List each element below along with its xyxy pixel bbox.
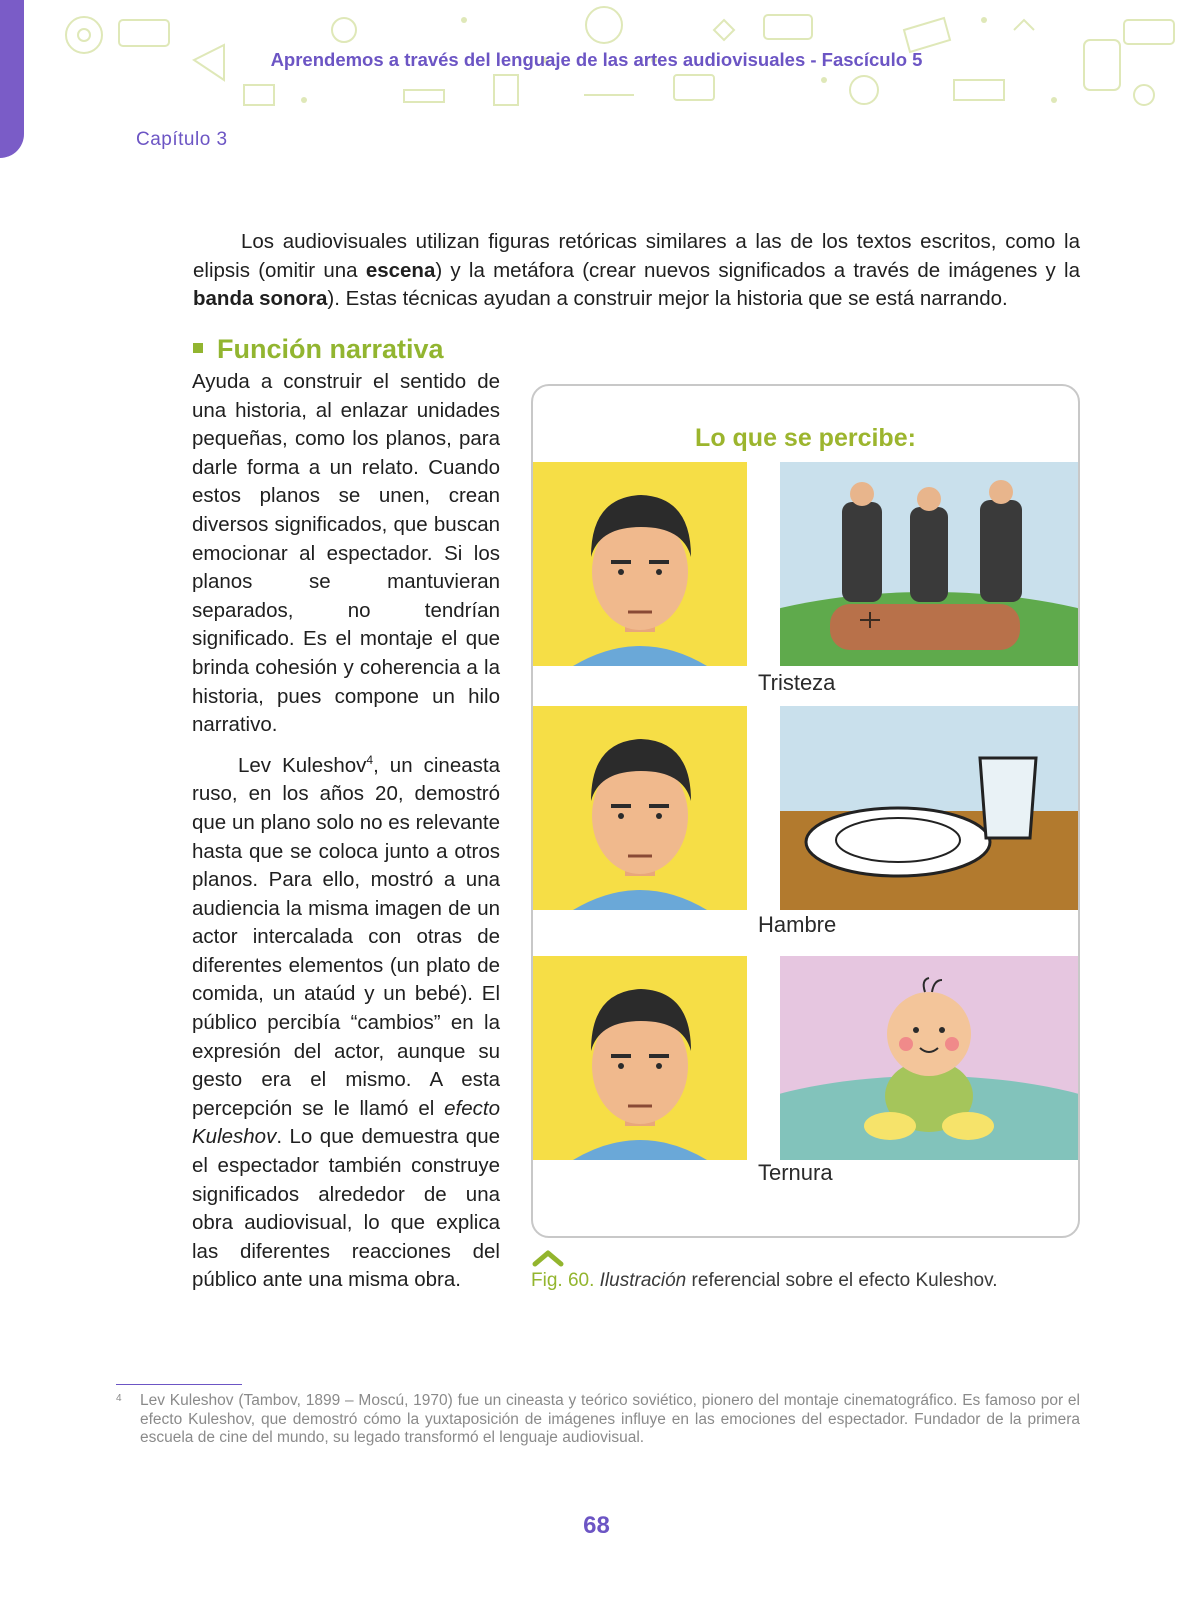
label-hunger: Hambre — [758, 912, 837, 937]
baby-scene-illustration — [780, 956, 1078, 1160]
page-number: 68 — [583, 1512, 610, 1539]
label-tenderness: Ternura — [758, 1160, 833, 1185]
footnote — [116, 1392, 1080, 1448]
coffin-scene-illustration — [780, 462, 1078, 666]
intro-paragraph: Los audiovisuales utilizan figuras retóricas similares a las de los textos escritos, como la elipsis (omitir una escena) y la metáfora (crear nuevos significados a través de imágenes y la banda sonora). Estas técnicas ayudan a construir mejor la historia que se está narrando. — [193, 230, 1080, 310]
figure-caption: Fig. 60. Ilustración referencial sobre el efecto Kuleshov. — [531, 1270, 998, 1291]
footnote-ref[interactable]: 4 — [366, 752, 374, 767]
chevron-up-icon — [531, 1248, 565, 1268]
body-column — [192, 368, 500, 1307]
actor-face-illustration — [533, 462, 747, 666]
footnote-number: 4 — [116, 1393, 122, 1404]
kuleshov-figure-panel — [531, 384, 1080, 1238]
footnote-divider — [116, 1384, 242, 1385]
section-heading: Función narrativa — [193, 334, 444, 365]
paragraph-narrative-function: Ayuda a construir el sentido de una historia, al enlazar unidades pequeñas, como los planos, para darle forma a un relato. Cuando estos planos se unen, crean diversos significados, que buscan emocionar al espectador. Si los planos se mantuvieran separados, no tendrían significado. Es el montaje el que brinda cohesión y coherencia a la historia, pues compone un hilo narrativo. — [192, 370, 500, 737]
header-title: Aprendemos a través del lenguaje de las artes audiovisuales - Fascículo 5 — [270, 49, 923, 70]
footnote-text: Lev Kuleshov (Tambov, 1899 – Moscú, 1970) fue un cineasta y teórico soviético, pionero del montaje cinematográfico. Es famoso por el efecto Kuleshov, que demostró cómo la yuxtaposición de imágenes influye en las emociones del espectador. Fundador de la primera escuela de cine del mundo, su legado transformó el lenguaje audiovisual. — [140, 1392, 1080, 1446]
plate-scene-illustration — [780, 706, 1078, 910]
actor-face-illustration — [533, 706, 747, 910]
actor-face-illustration — [533, 956, 747, 1160]
paragraph-kuleshov: Lev Kuleshov$^4$, un cineasta ruso, en los años 20, demostró que un plano solo no es relevante hasta que se coloca junto a otros planos. Para ello, mostró a una audiencia la misma imagen de un actor intercalada con otras de diferentes elementos (un plato de comida, un ataúd y un bebé). El público percibía “cambios” en la expresión del actor, aunque su gesto era el mismo. A esta percepción se le llamó el efecto Kuleshov. Lo que demuestra que el espectador también construye significados alrededor de una obra audiovisual, lo que explica las diferentes reacciones del público ante una misma obra. — [192, 752, 500, 1292]
chapter-tab — [0, 0, 24, 158]
figure-title: Lo que se percibe: — [695, 424, 916, 452]
chapter-label: Capítulo 3 — [136, 129, 228, 150]
label-sadness: Tristeza — [758, 670, 836, 695]
bullet-icon — [193, 343, 203, 353]
